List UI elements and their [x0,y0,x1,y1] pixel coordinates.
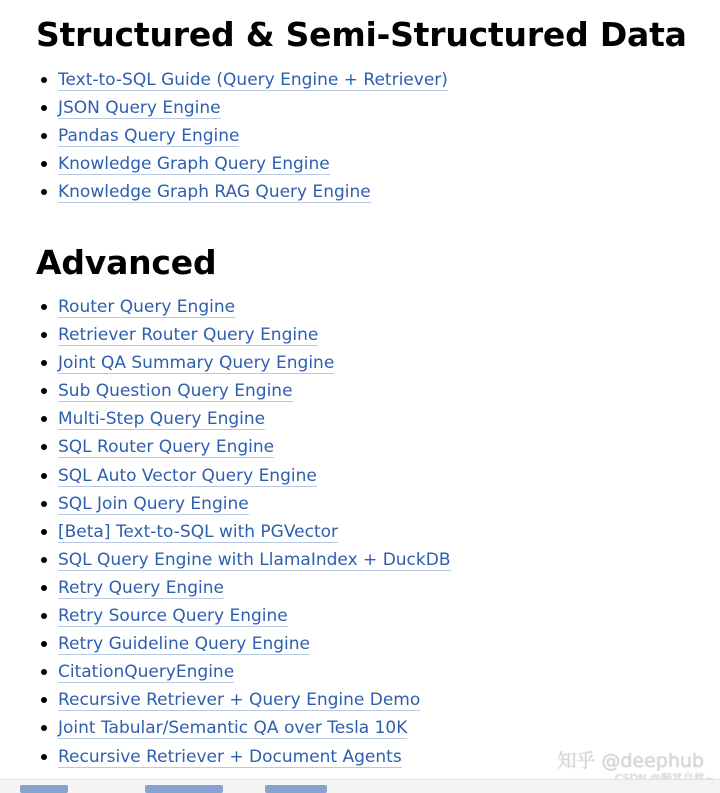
bullet-icon [41,388,47,394]
bullet-icon [41,501,47,507]
list-item [0,321,451,349]
list-item [0,574,451,602]
list-item [0,122,448,150]
doc-link[interactable]: CitationQueryEngine [58,662,235,683]
list-item [0,714,451,742]
list-item [0,462,451,490]
bullet-icon [41,669,47,675]
bullet-icon [41,697,47,703]
list-item [0,178,448,206]
list-item [0,377,451,405]
doc-link[interactable]: Knowledge Graph RAG Query Engine [58,182,371,203]
list-item [0,658,451,686]
section-heading-advanced: Advanced [36,243,217,282]
doc-link[interactable]: [Beta] Text-to-SQL with PGVector [58,521,339,542]
doc-link[interactable]: Pandas Query Engine [58,126,240,147]
doc-link[interactable]: Text-to-SQL Guide (Query Engine + Retriever) [58,70,448,90]
doc-link[interactable]: Retriever Router Query Engine [58,325,319,346]
doc-link[interactable]: Router Query Engine [58,297,236,317]
doc-link[interactable]: Recursive Retriever + Document Agents [58,746,402,767]
bullet-icon [41,557,47,563]
doc-link[interactable]: Sub Question Query Engine [58,381,293,402]
doc-link[interactable]: JSON Query Engine [58,98,221,119]
list-item [0,94,448,122]
advanced-link-list [0,293,451,771]
bullet-icon [41,161,47,167]
list-item [0,686,451,714]
section-heading-structured-data: Structured & Semi-Structured Data [36,15,687,54]
bullet-icon [41,360,47,366]
structured-data-link-list [0,66,448,206]
list-item [0,405,451,433]
bullet-icon [41,529,47,535]
doc-link[interactable]: SQL Auto Vector Query Engine [58,465,317,486]
list-item [0,518,451,546]
list-item [0,602,451,630]
list-item [0,433,451,461]
bullet-icon [41,473,47,479]
bullet-icon [41,105,47,111]
list-item [0,546,451,574]
bullet-icon [41,189,47,195]
list-item [0,150,448,178]
bullet-icon [41,77,47,83]
doc-link[interactable]: Joint Tabular/Semantic QA over Tesla 10K [58,718,408,739]
list-item [0,490,451,518]
doc-link[interactable]: SQL Join Query Engine [58,493,249,514]
list-item [0,630,451,658]
bullet-icon [41,725,47,731]
zhihu-watermark: 知乎 @deephub [557,750,704,772]
doc-link[interactable]: SQL Router Query Engine [58,437,275,458]
cut-off-next-content [0,779,720,793]
bullet-icon [41,416,47,422]
list-item [0,293,451,321]
bullet-icon [41,444,47,450]
doc-link[interactable]: Multi-Step Query Engine [58,409,266,430]
doc-link[interactable]: Retry Source Query Engine [58,606,288,627]
bullet-icon [41,304,47,310]
bullet-icon [41,332,47,338]
list-item [0,66,448,94]
doc-link[interactable]: Joint QA Summary Query Engine [58,353,335,374]
doc-link[interactable]: SQL Query Engine with LlamaIndex + DuckDB [58,549,451,570]
bullet-icon [41,641,47,647]
doc-link[interactable]: Recursive Retriever + Query Engine Demo [58,690,421,711]
list-item [0,743,451,771]
list-item [0,349,451,377]
doc-link[interactable]: Retry Guideline Query Engine [58,634,310,655]
bullet-icon [41,133,47,139]
doc-link[interactable]: Retry Query Engine [58,577,224,598]
doc-link[interactable]: Knowledge Graph Query Engine [58,154,330,175]
bullet-icon [41,613,47,619]
bullet-icon [41,585,47,591]
bullet-icon [41,754,47,760]
